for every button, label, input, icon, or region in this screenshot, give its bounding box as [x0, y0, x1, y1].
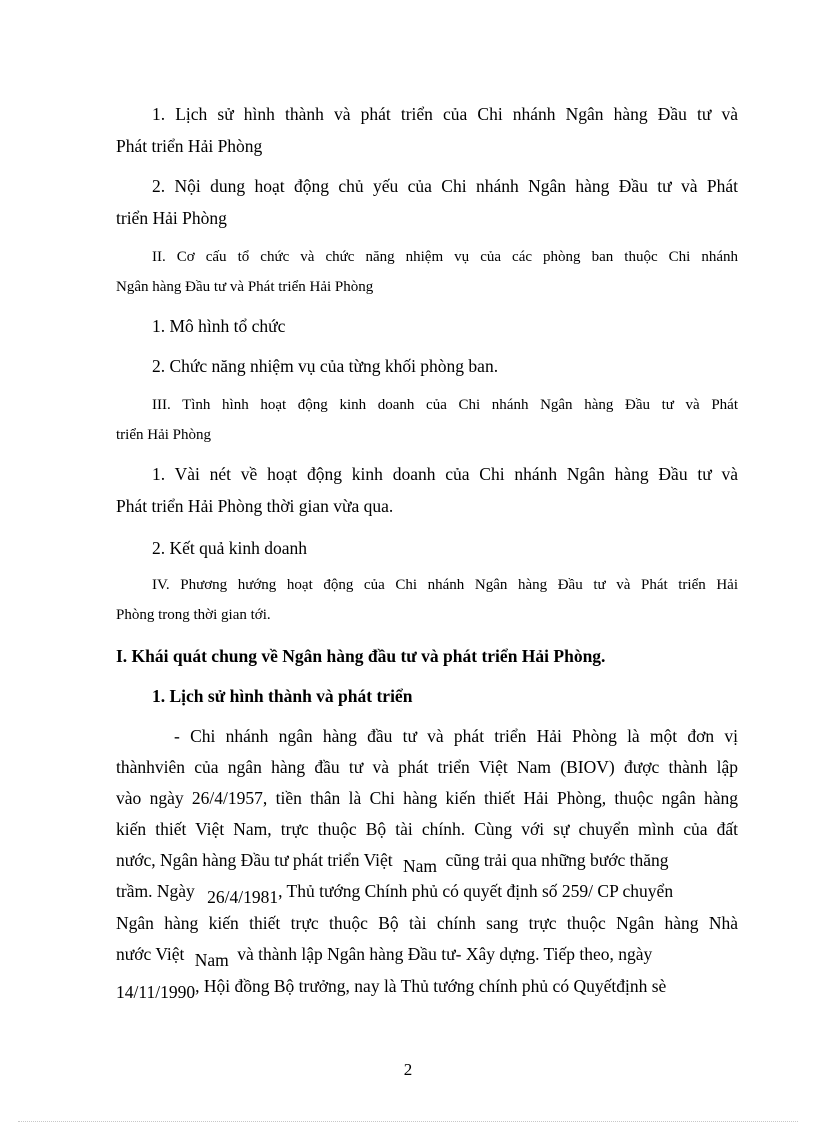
body-line-9-part-b: , Hội đồng Bộ trưởng, nay là Thủ tướng chính phủ có Quyếtđịnh sè	[195, 976, 667, 996]
body-line-8	[116, 944, 738, 970]
body-line-2: thànhviên của ngân hàng đầu tư và phát triển Việt Nam (BIOV) được thành lập	[116, 757, 738, 777]
body-line-6-part-c: , Thủ tướng Chính phủ có quyết định số 259/ CP chuyển	[278, 881, 674, 901]
toc-item-1-line-1: 1. Lịch sử hình thành và phát triển của Chi nhánh Ngân hàng Đầu tư và	[152, 104, 738, 124]
body-line-4: kiến thiết Việt Nam, trực thuộc Bộ tài chính. Cùng với sự chuyển mình của đất	[116, 819, 738, 839]
page-bottom-divider	[18, 1121, 798, 1122]
toc-item-3: 1. Mô hình tổ chức	[152, 316, 286, 336]
body-line-6-part-a: trầm. Ngày	[116, 881, 195, 901]
page-number: 2	[403, 1060, 413, 1079]
toc-section-2-line-1: II. Cơ cấu tổ chức và chức năng nhiệm vụ của các phòng ban thuộc Chi nhánh	[152, 249, 738, 265]
body-line-5-part-c: cũng trải qua những bước thăng	[445, 850, 669, 870]
body-line-5-part-b: Nam	[403, 856, 438, 876]
body-line-1: - Chi nhánh ngân hàng đầu tư và phát triển Hải Phòng là một đơn vị	[174, 726, 738, 746]
toc-item-4: 2. Chức năng nhiệm vụ của từng khối phòng ban.	[152, 356, 499, 376]
toc-section-2-line-2: Ngân hàng Đầu tư và Phát triển Hải Phòng	[116, 279, 374, 295]
body-line-9-part-a: 14/11/1990	[116, 982, 196, 1002]
body-line-8-part-a: nước Việt	[116, 944, 185, 964]
body-line-6-part-b: 26/4/1981	[207, 887, 279, 907]
toc-item-1-line-2: Phát triển Hải Phòng	[116, 136, 263, 156]
toc-section-4-line-1: IV. Phương hướng hoạt động của Chi nhánh Ngân hàng Đầu tư và Phát triển Hải	[152, 577, 738, 593]
toc-section-3-line-1: III. Tình hình hoạt động kinh doanh của Chi nhánh Ngân hàng Đầu tư và Phát	[152, 397, 738, 413]
toc-section-4-line-2: Phòng trong thời gian tới.	[116, 607, 271, 623]
body-line-8-part-b: Nam	[194, 950, 229, 970]
body-line-8-part-c: và thành lập Ngân hàng Đầu tư- Xây dựng. Tiếp theo, ngày	[237, 944, 653, 964]
body-line-5-part-a: nước, Ngân hàng Đầu tư phát triển Việt	[116, 850, 393, 870]
toc-section-3-line-2: triển Hải Phòng	[116, 427, 211, 443]
body-line-6	[116, 881, 738, 907]
toc-item-6: 2. Kết quả kinh doanh	[152, 538, 308, 558]
toc-item-2-line-1: 2. Nội dung hoạt động chủ yếu của Chi nhánh Ngân hàng Đầu tư và Phát	[152, 176, 738, 196]
body-line-7: Ngân hàng kiến thiết trực thuộc Bộ tài chính sang trực thuộc Ngân hàng Nhà	[116, 913, 738, 933]
body-line-3: vào ngày 26/4/1957, tiền thân là Chi hàng kiến thiết Hải Phòng, thuộc ngân hàng	[116, 788, 738, 808]
body-line-9	[116, 976, 738, 1002]
main-heading: I. Khái quát chung về Ngân hàng đầu tư và phát triển Hải Phòng.	[116, 646, 606, 666]
body-line-5	[116, 850, 738, 876]
toc-item-5-line-2: Phát triển Hải Phòng thời gian vừa qua.	[116, 496, 394, 516]
sub-heading: 1. Lịch sử hình thành và phát triển	[152, 686, 413, 706]
toc-item-5-line-1: 1. Vài nét về hoạt động kinh doanh của Chi nhánh Ngân hàng Đầu tư và	[152, 464, 738, 484]
toc-item-2-line-2: triển Hải Phòng	[116, 208, 227, 228]
